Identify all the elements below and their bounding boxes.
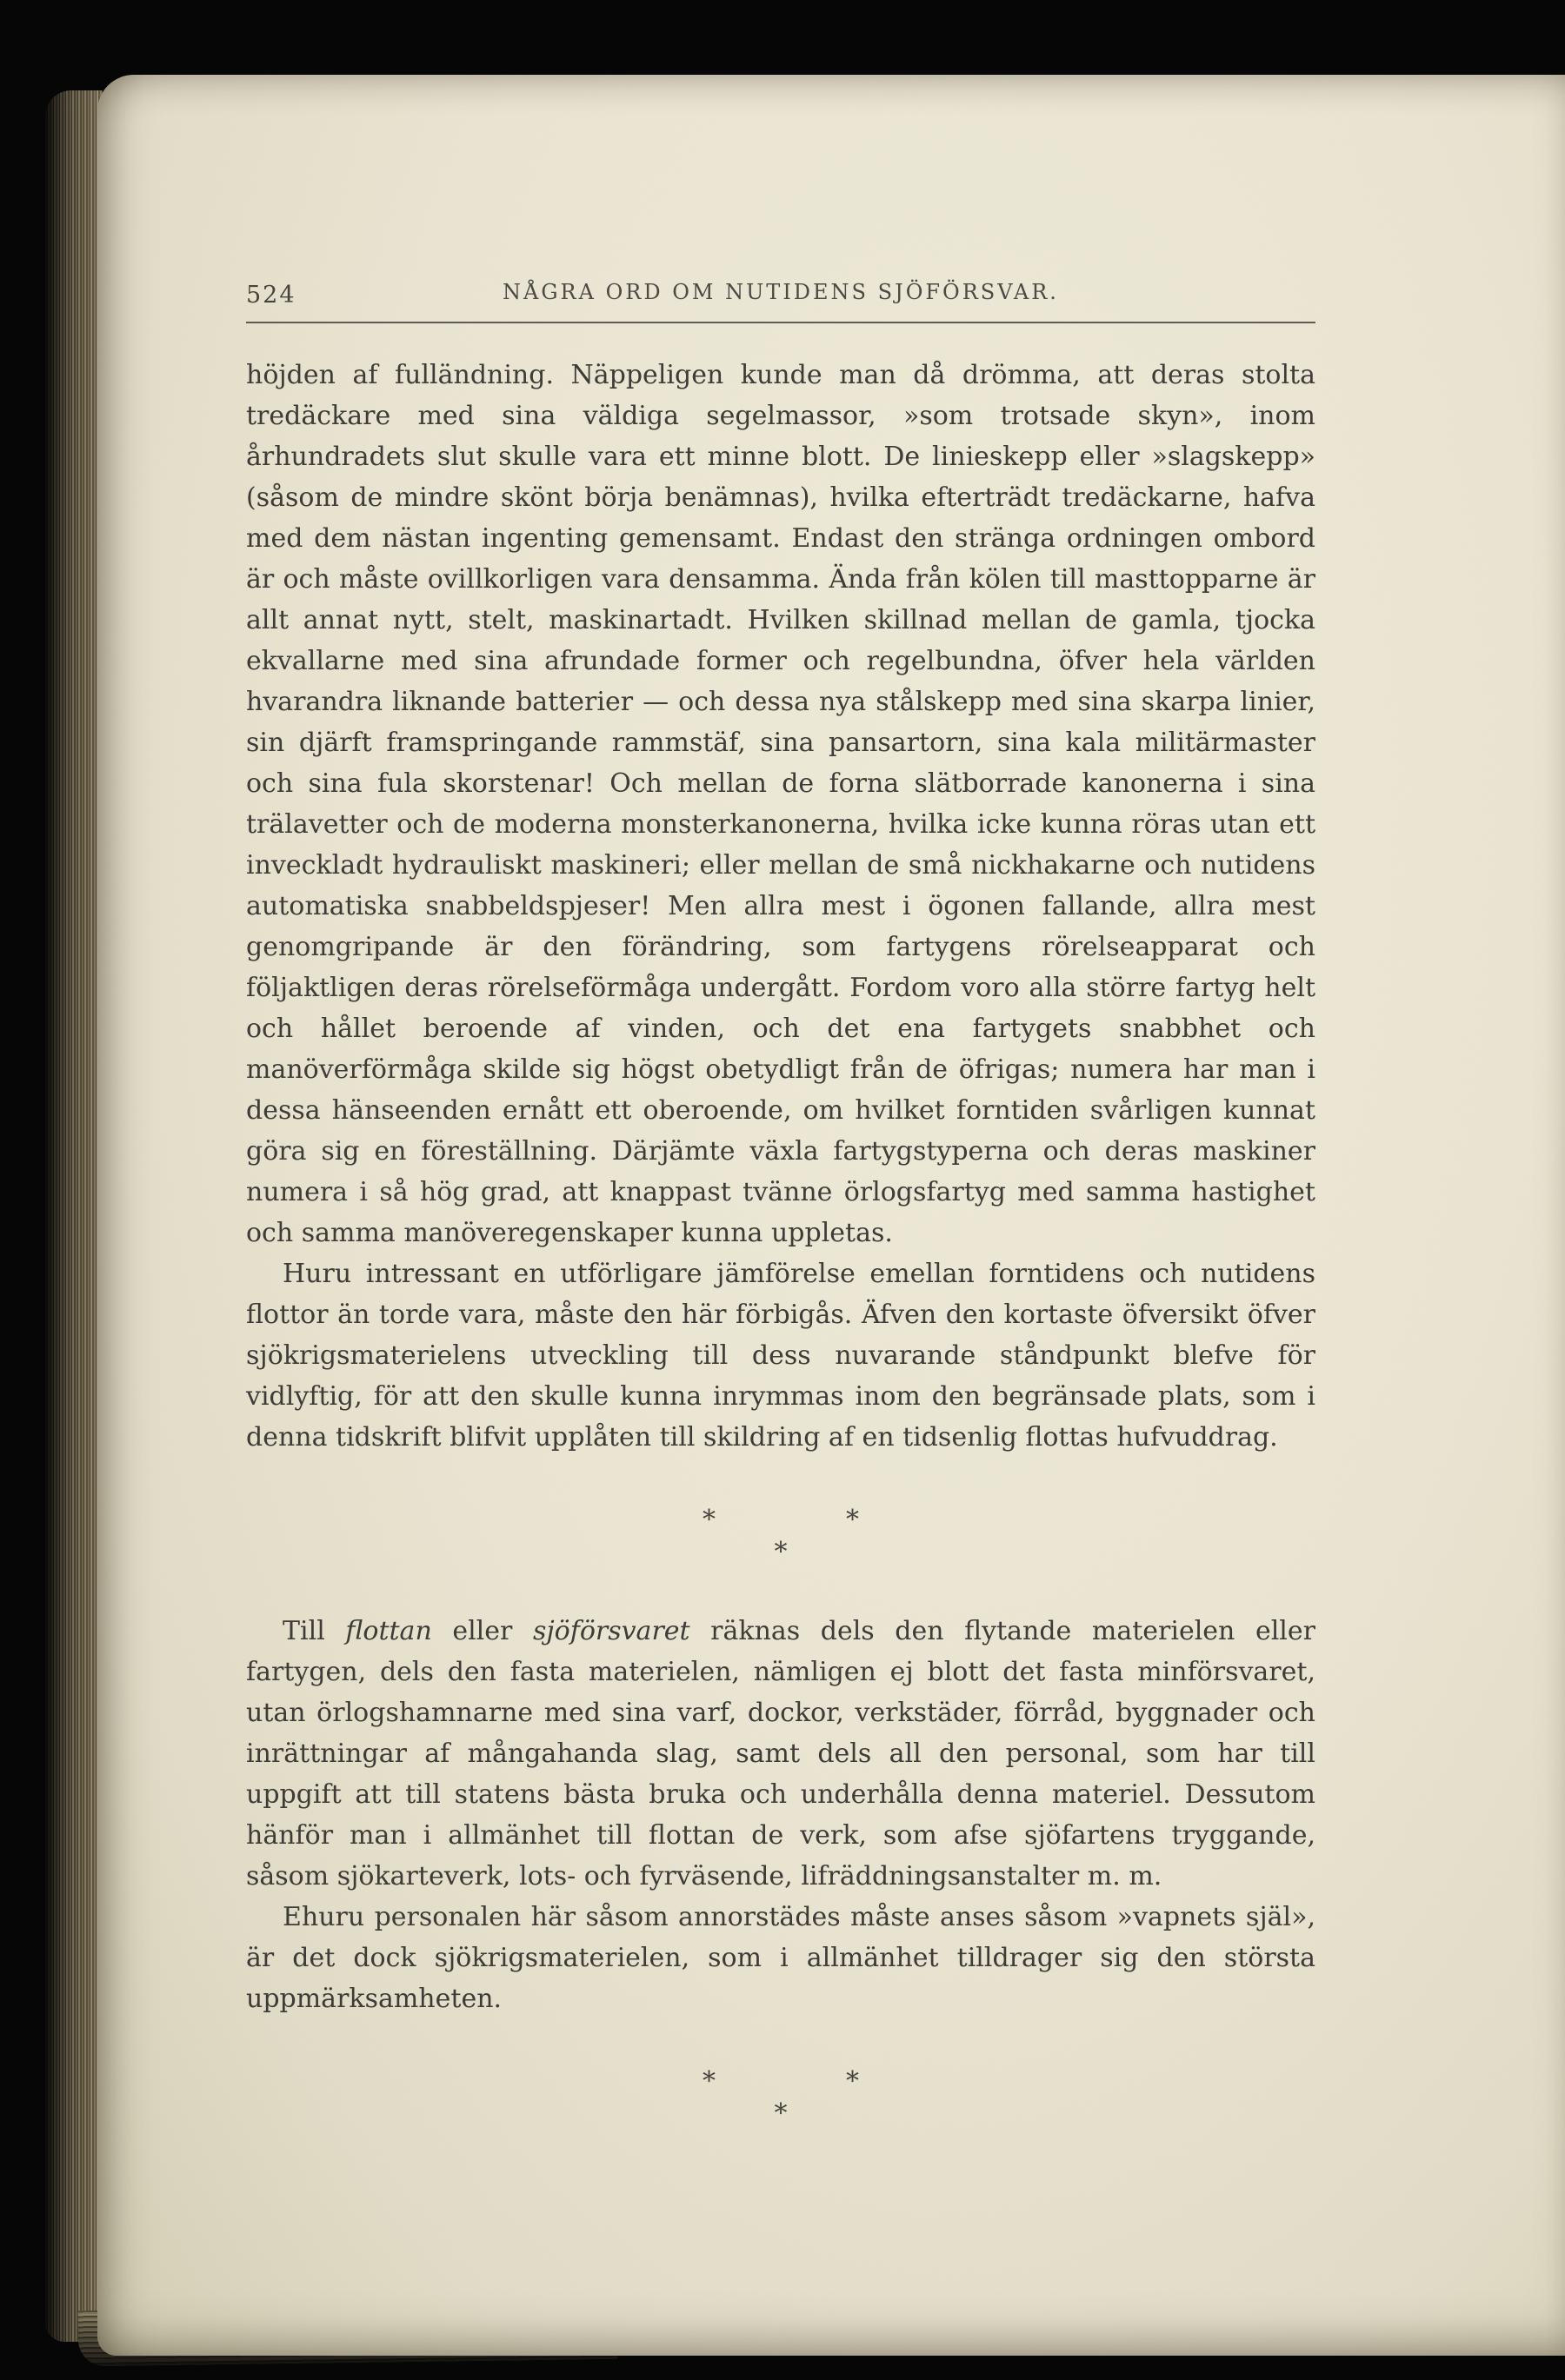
- section-separator: [246, 1506, 1315, 1567]
- separator-bottom-row: [246, 2099, 1315, 2129]
- paragraph: [246, 1611, 1315, 1897]
- separator-bottom-row: [246, 1538, 1315, 1567]
- running-title: NÅGRA ORD OM NUTIDENS SJÖFÖRSVAR.: [503, 280, 1059, 304]
- asterisk-glyph: *: [703, 2066, 716, 2097]
- paragraph: [246, 1253, 1315, 1458]
- text-run: höjden af fulländning. Näppeligen kunde man då drömma, att deras stolta tredäckare med sina väldiga segelmassor, »som trotsade skyn», inom århundradets slut skulle vara ett minne blott. De linieskepp eller »slagskepp» (såsom de mindre skönt börja benämnas), hvilka efterträdt tredäckarne, hafva med dem nästan ingenting gemensamt. Endast den stränga ordningen ombord är och måste ovillkorligen vara densamma. Ända från kölen till masttopparne är allt annat nytt, stelt, maskinartadt. Hvilken skillnad mellan de gamla, tjocka ekvallarne med sina afrundade former och regelbundna, öfver hela världen hvarandra liknande batterier — och dessa nya stålskepp med sina skarpa linier, sin djärft framspringande rammstäf, sina pansartorn, sina kala militärmaster och sina fula skorstenar! Och mellan de forna slätborrade kanonerna i sina trälavetter och de moderna monsterkanonerna, hvilka icke kunna röras utan ett inveckladt hydrauliskt maskineri; eller mellan de små nickhakarne och nutidens automatiska snabbeldspjeser! Men allra mest i ögonen fallande, allra mest genomgripande är den förändring, som fartygens rörelseapparat och följaktligen deras rörelseförmåga undergått. Fordom voro alla större fartyg helt och hållet beroende af vinden, och det ena fartygets snabbhet och manöverförmåga skilde sig högst obetydligt från de öfrigas; numera har man i dessa hänseenden ernått ett oberoende, om hvilket forntiden svårligen kunnat göra sig en föreställning. Därjämte växla fartygstyperna och deras maskiner numera i så hög grad, att knappast tvänne örlogsfartyg med samma hastighet och samma manöveregenskaper kunna uppletas.: [246, 360, 1315, 1248]
- separator-top-row: [246, 1506, 1315, 1534]
- page-content: [246, 280, 1315, 2172]
- asterisk-glyph: *: [846, 2066, 859, 2097]
- paragraph: [246, 355, 1315, 1253]
- text-run: Till: [283, 1616, 346, 1646]
- italic-text-run: flottan: [345, 1616, 432, 1646]
- italic-text-run: sjöförsvaret: [532, 1616, 690, 1646]
- section-separator: [246, 2068, 1315, 2129]
- paragraph: [246, 1897, 1315, 2019]
- asterisk-glyph: *: [703, 1505, 716, 1535]
- asterisk-glyph: *: [846, 1505, 859, 1535]
- text-run: Huru intressant en utförligare jämförelse emellan forntidens och nutidens flottor än torde vara, måste den här förbigås. Äfven den kortaste öfversikt öfver sjökrigsmaterielens utveckling till dess nuvarande ståndpunkt blefve för vidlyftig, för att den skulle kunna inrymmas inom den begränsade plats, som i denna tidskrift blifvit upplåten till skildring af en tidsenlig flottas hufvuddrag.: [246, 1259, 1315, 1453]
- page-header: [246, 280, 1315, 309]
- header-rule: [246, 322, 1315, 323]
- book-page-edges-left: [45, 90, 103, 2342]
- text-run: Ehuru personalen här såsom annorstädes måste anses såsom »vapnets själ», är det dock sjökrigsmaterielen, som i allmänhet tilldrager sig den största uppmärksamheten.: [246, 1902, 1315, 2014]
- book-page: [97, 75, 1565, 2356]
- separator-top-row: [246, 2068, 1315, 2096]
- asterisk-glyph: *: [774, 2098, 788, 2129]
- text-run: räknas dels den flytande materielen eller fartygen, dels den fasta materielen, nämligen ej blott det fasta minförsvaret, utan örlogshamnarne med sina varf, dockor, verkstäder, förråd, byggnader och inrättningar af mångahanda slag, samt dels all den personal, som har till uppgift att till statens bästa bruka och underhålla denna materiel. Dessutom hänför man i allmänhet till flottan de verk, som afse sjöfartens tryggande, såsom sjökarteverk, lots- och fyrväsende, lifräddningsanstalter m. m.: [246, 1616, 1315, 1891]
- page-number: 524: [246, 282, 296, 309]
- text-run: eller: [431, 1616, 533, 1646]
- asterisk-glyph: *: [774, 1537, 788, 1567]
- page-body: [246, 355, 1315, 2129]
